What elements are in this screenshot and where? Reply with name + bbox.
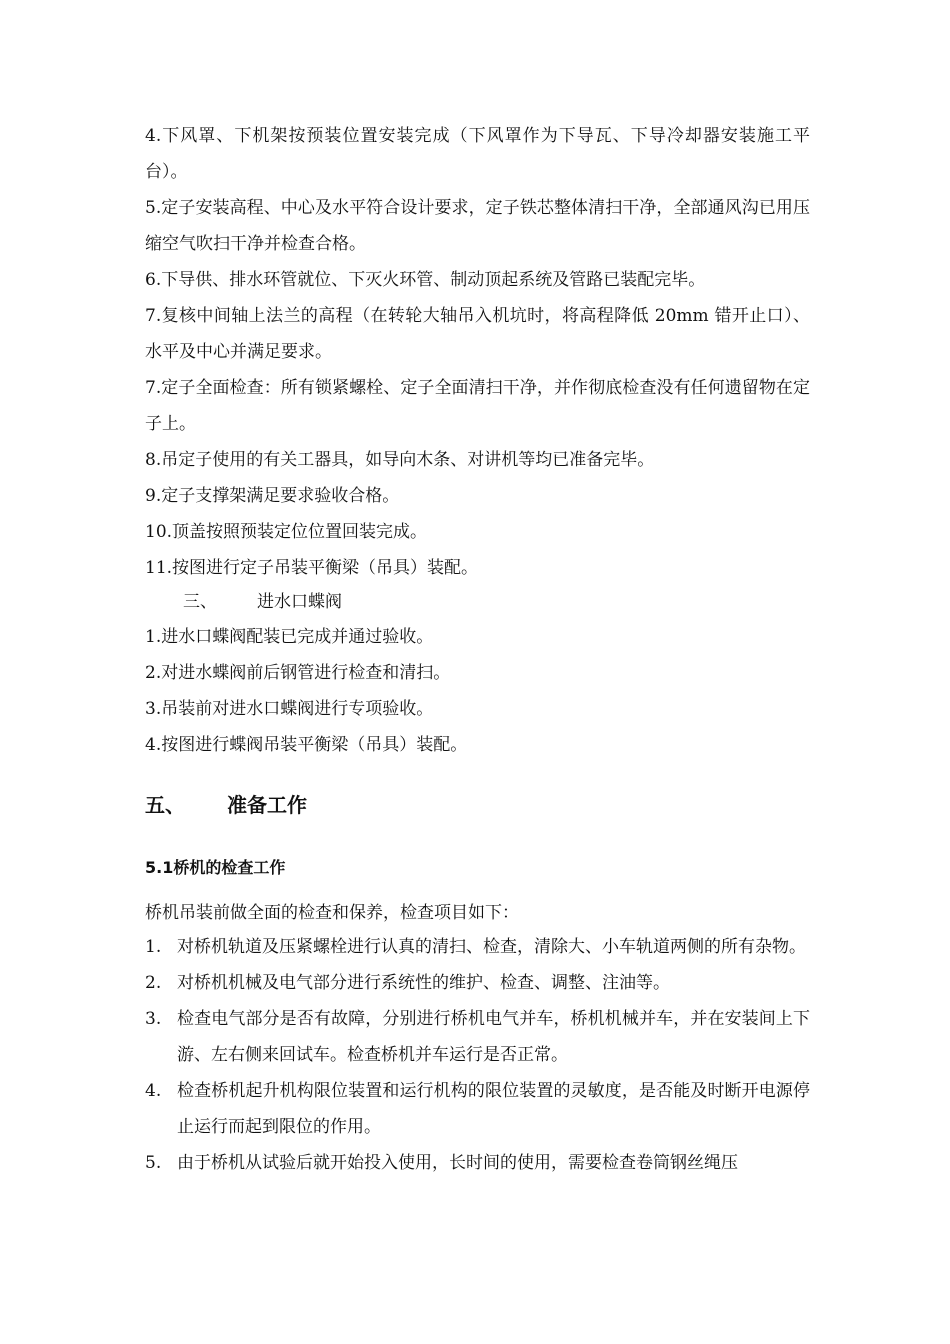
item-number: 2. xyxy=(145,973,162,993)
section-title: 进水口蝶阀 xyxy=(257,592,342,612)
subsection-heading: 5.1桥机的检查工作 xyxy=(145,858,286,877)
list-item: 7.定子全面检查：所有锁紧螺栓、定子全面清扫干净，并作彻底检查没有任何遗留物在定子上。 xyxy=(145,378,810,434)
butterfly-valve-list xyxy=(145,619,810,763)
section-three-heading xyxy=(183,584,342,620)
list-item: 9.定子支撑架满足要求验收合格。 xyxy=(145,486,400,506)
crane-checklist xyxy=(145,929,810,1181)
checklist-item xyxy=(145,929,810,965)
section-title: 准备工作 xyxy=(227,793,307,817)
list-item: 8.吊定子使用的有关工器具，如导向木条、对讲机等均已准备完毕。 xyxy=(145,450,655,470)
list-item: 11.按图进行定子吊装平衡梁（吊具）装配。 xyxy=(145,558,479,578)
item-number: 5. xyxy=(145,1153,162,1173)
checklist-item xyxy=(145,1073,810,1145)
item-number: 4. xyxy=(145,1081,162,1101)
list-item: 4.下风罩、下机架按预装位置安装完成（下风罩作为下导瓦、下导冷却器安装施工平台）。 xyxy=(145,126,810,182)
item-number: 1. xyxy=(145,937,162,957)
list-item: 3.吊装前对进水口蝶阀进行专项验收。 xyxy=(145,699,434,719)
item-text: 对桥机机械及电气部分进行系统性的维护、检查、调整、注油等。 xyxy=(177,973,670,993)
list-item: 10.顶盖按照预装定位位置回装完成。 xyxy=(145,522,428,542)
intro-paragraph: 桥机吊装前做全面的检查和保养，检查项目如下： xyxy=(145,903,519,923)
checklist-item xyxy=(145,965,810,1001)
checklist-item xyxy=(145,1001,810,1073)
installation-conditions-list xyxy=(145,118,810,586)
item-text: 对桥机轨道及压紧螺栓进行认真的清扫、检查，清除大、小车轨道两侧的所有杂物。 xyxy=(177,937,806,957)
list-item: 4.按图进行蝶阀吊装平衡梁（吊具）装配。 xyxy=(145,735,468,755)
section-number: 三、 xyxy=(183,592,217,612)
item-text: 由于桥机从试验后就开始投入使用，长时间的使用，需要检查卷筒钢丝绳压 xyxy=(177,1153,738,1173)
list-item: 5.定子安装高程、中心及水平符合设计要求，定子铁芯整体清扫干净，全部通风沟已用压缩空气吹扫干净并检查合格。 xyxy=(145,198,810,254)
section-number: 五、 xyxy=(145,793,185,817)
item-text: 检查桥机起升机构限位装置和运行机构的限位装置的灵敏度，是否能及时断开电源停止运行而起到限位的作用。 xyxy=(177,1081,810,1137)
section-five-heading xyxy=(145,785,307,825)
list-item: 1.进水口蝶阀配装已完成并通过验收。 xyxy=(145,627,434,647)
item-text: 检查电气部分是否有故障，分别进行桥机电气并车，桥机机械并车，并在安装间上下游、左右侧来回试车。检查桥机并车运行是否正常。 xyxy=(177,1009,810,1065)
item-number: 3. xyxy=(145,1009,162,1029)
list-item: 6.下导供、排水环管就位、下灭火环管、制动顶起系统及管路已装配完毕。 xyxy=(145,270,706,290)
list-item: 7.复核中间轴上法兰的高程（在转轮大轴吊入机坑时，将高程降低 20mm 错开止口）、水平及中心并满足要求。 xyxy=(145,306,810,362)
checklist-item xyxy=(145,1145,810,1181)
list-item: 2.对进水蝶阀前后钢管进行检查和清扫。 xyxy=(145,663,451,683)
